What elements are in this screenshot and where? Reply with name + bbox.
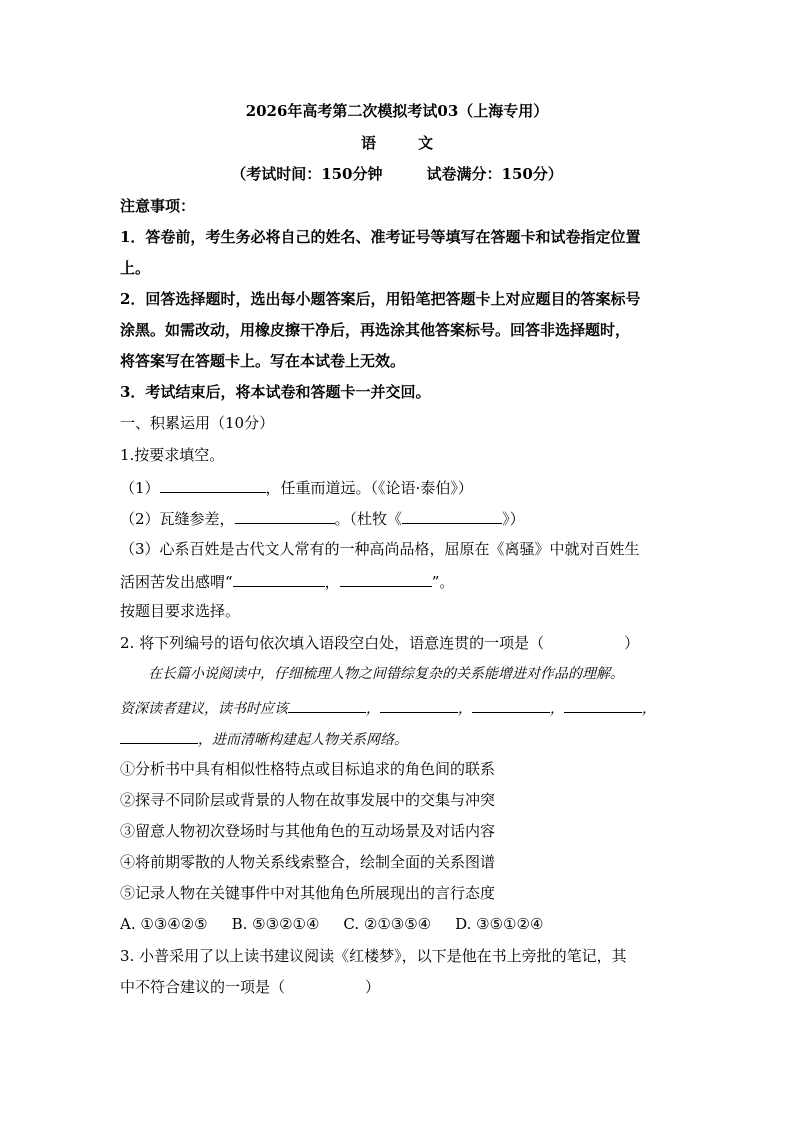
note-2-line-2: 涂黑。如需改动，用橡皮擦干净后，再选涂其他答案标号。回答非选择题时， xyxy=(120,321,631,339)
passage-blank[interactable] xyxy=(380,696,458,713)
passage-blank[interactable] xyxy=(472,696,550,713)
note-1-line-2: 上。 xyxy=(120,259,151,277)
question-1-stem: 1.按要求填空。 xyxy=(120,446,225,464)
answer-blank[interactable] xyxy=(233,570,325,587)
option-2: ②探寻不同阶层或背景的人物在故事发展中的交集与冲突 xyxy=(120,791,496,809)
question-1-3-line-1: （3）心系百姓是古代文人常有的一种高尚品格，屈原在《离骚》中就对百姓生 xyxy=(120,540,640,558)
passage-blank[interactable] xyxy=(288,696,366,713)
question-2-passage-line-3: ，进而清晰构建起人物关系网络。 xyxy=(120,727,680,750)
notes-heading: 注意事项： xyxy=(120,197,196,215)
section-1-heading: 一、积累运用（10分） xyxy=(120,414,275,432)
answer-blank[interactable] xyxy=(235,507,335,524)
note-2-line-3: 将答案写在答题卡上。写在本试卷上无效。 xyxy=(120,352,406,370)
exam-title: 2026年高考第二次模拟考试03（上海专用） xyxy=(245,102,549,120)
option-5: ⑤记录人物在关键事件中对其他角色所展现出的言行态度 xyxy=(120,884,496,902)
answer-blank[interactable] xyxy=(402,507,502,524)
answer-blank[interactable] xyxy=(340,570,432,587)
choice-c[interactable]: C. ②①③⑤④ xyxy=(343,915,432,933)
question-1-3-line-2: 活困苦发出感喟“ ， ”。 xyxy=(120,570,680,592)
exam-score: 试卷满分：150分） xyxy=(426,165,563,183)
subject-char-1: 语 xyxy=(360,134,376,152)
note-3: 3．考试结束后，将本试卷和答题卡一并交回。 xyxy=(120,383,431,401)
note-1-line-1: 1．答卷前，考生务必将自己的姓名、准考证号等填写在答题卡和试卷指定位置 xyxy=(120,228,641,246)
choose-instruction: 按题目要求选择。 xyxy=(120,602,241,620)
choices-line xyxy=(120,914,680,934)
choice-a[interactable]: A. ①③④②⑤ xyxy=(120,915,208,933)
answer-blank[interactable] xyxy=(160,476,266,493)
question-3-line-2: 中不符合建议的一项是（ ） xyxy=(120,978,381,996)
question-1-1: （1） ，任重而道远。（《论语·泰伯》） xyxy=(120,476,680,498)
question-1-2: （2）瓦缝参差， 。（杜牧《 》） xyxy=(120,507,680,529)
passage-blank[interactable] xyxy=(120,727,198,744)
option-4: ④将前期零散的人物关系线索整合，绘制全面的关系图谱 xyxy=(120,853,496,871)
choice-d[interactable]: D. ③⑤①②④ xyxy=(455,915,544,933)
note-2-line-1: 2．回答选择题时，选出每小题答案后，用铅笔把答题卡上对应题目的答案标号 xyxy=(120,290,641,308)
question-2-stem: 2. 将下列编号的语句依次填入语段空白处，语意连贯的一项是（ ） xyxy=(120,634,640,652)
exam-info-line xyxy=(0,164,794,184)
question-2-passage-line-2: 资深读者建议，读书时应该 ， ， ， ， xyxy=(120,696,680,719)
choice-b[interactable]: B. ⑤③②①④ xyxy=(231,915,320,933)
subject-char-2: 文 xyxy=(418,134,434,152)
subject-line xyxy=(0,133,794,153)
option-1: ①分析书中具有相似性格特点或目标追求的角色间的联系 xyxy=(120,760,496,778)
question-2-passage-line-1: 在长篇小说阅读中，仔细梳理人物之间错综复杂的关系能增进对作品的理解。 xyxy=(148,666,624,682)
exam-time: （考试时间：150分钟 xyxy=(231,165,383,183)
option-3: ③留意人物初次登场时与其他角色的互动场景及对话内容 xyxy=(120,822,496,840)
passage-blank[interactable] xyxy=(564,696,642,713)
question-3-line-1: 3. 小普采用了以上读书建议阅读《红楼梦》，以下是他在书上旁批的笔记，其 xyxy=(120,947,627,965)
